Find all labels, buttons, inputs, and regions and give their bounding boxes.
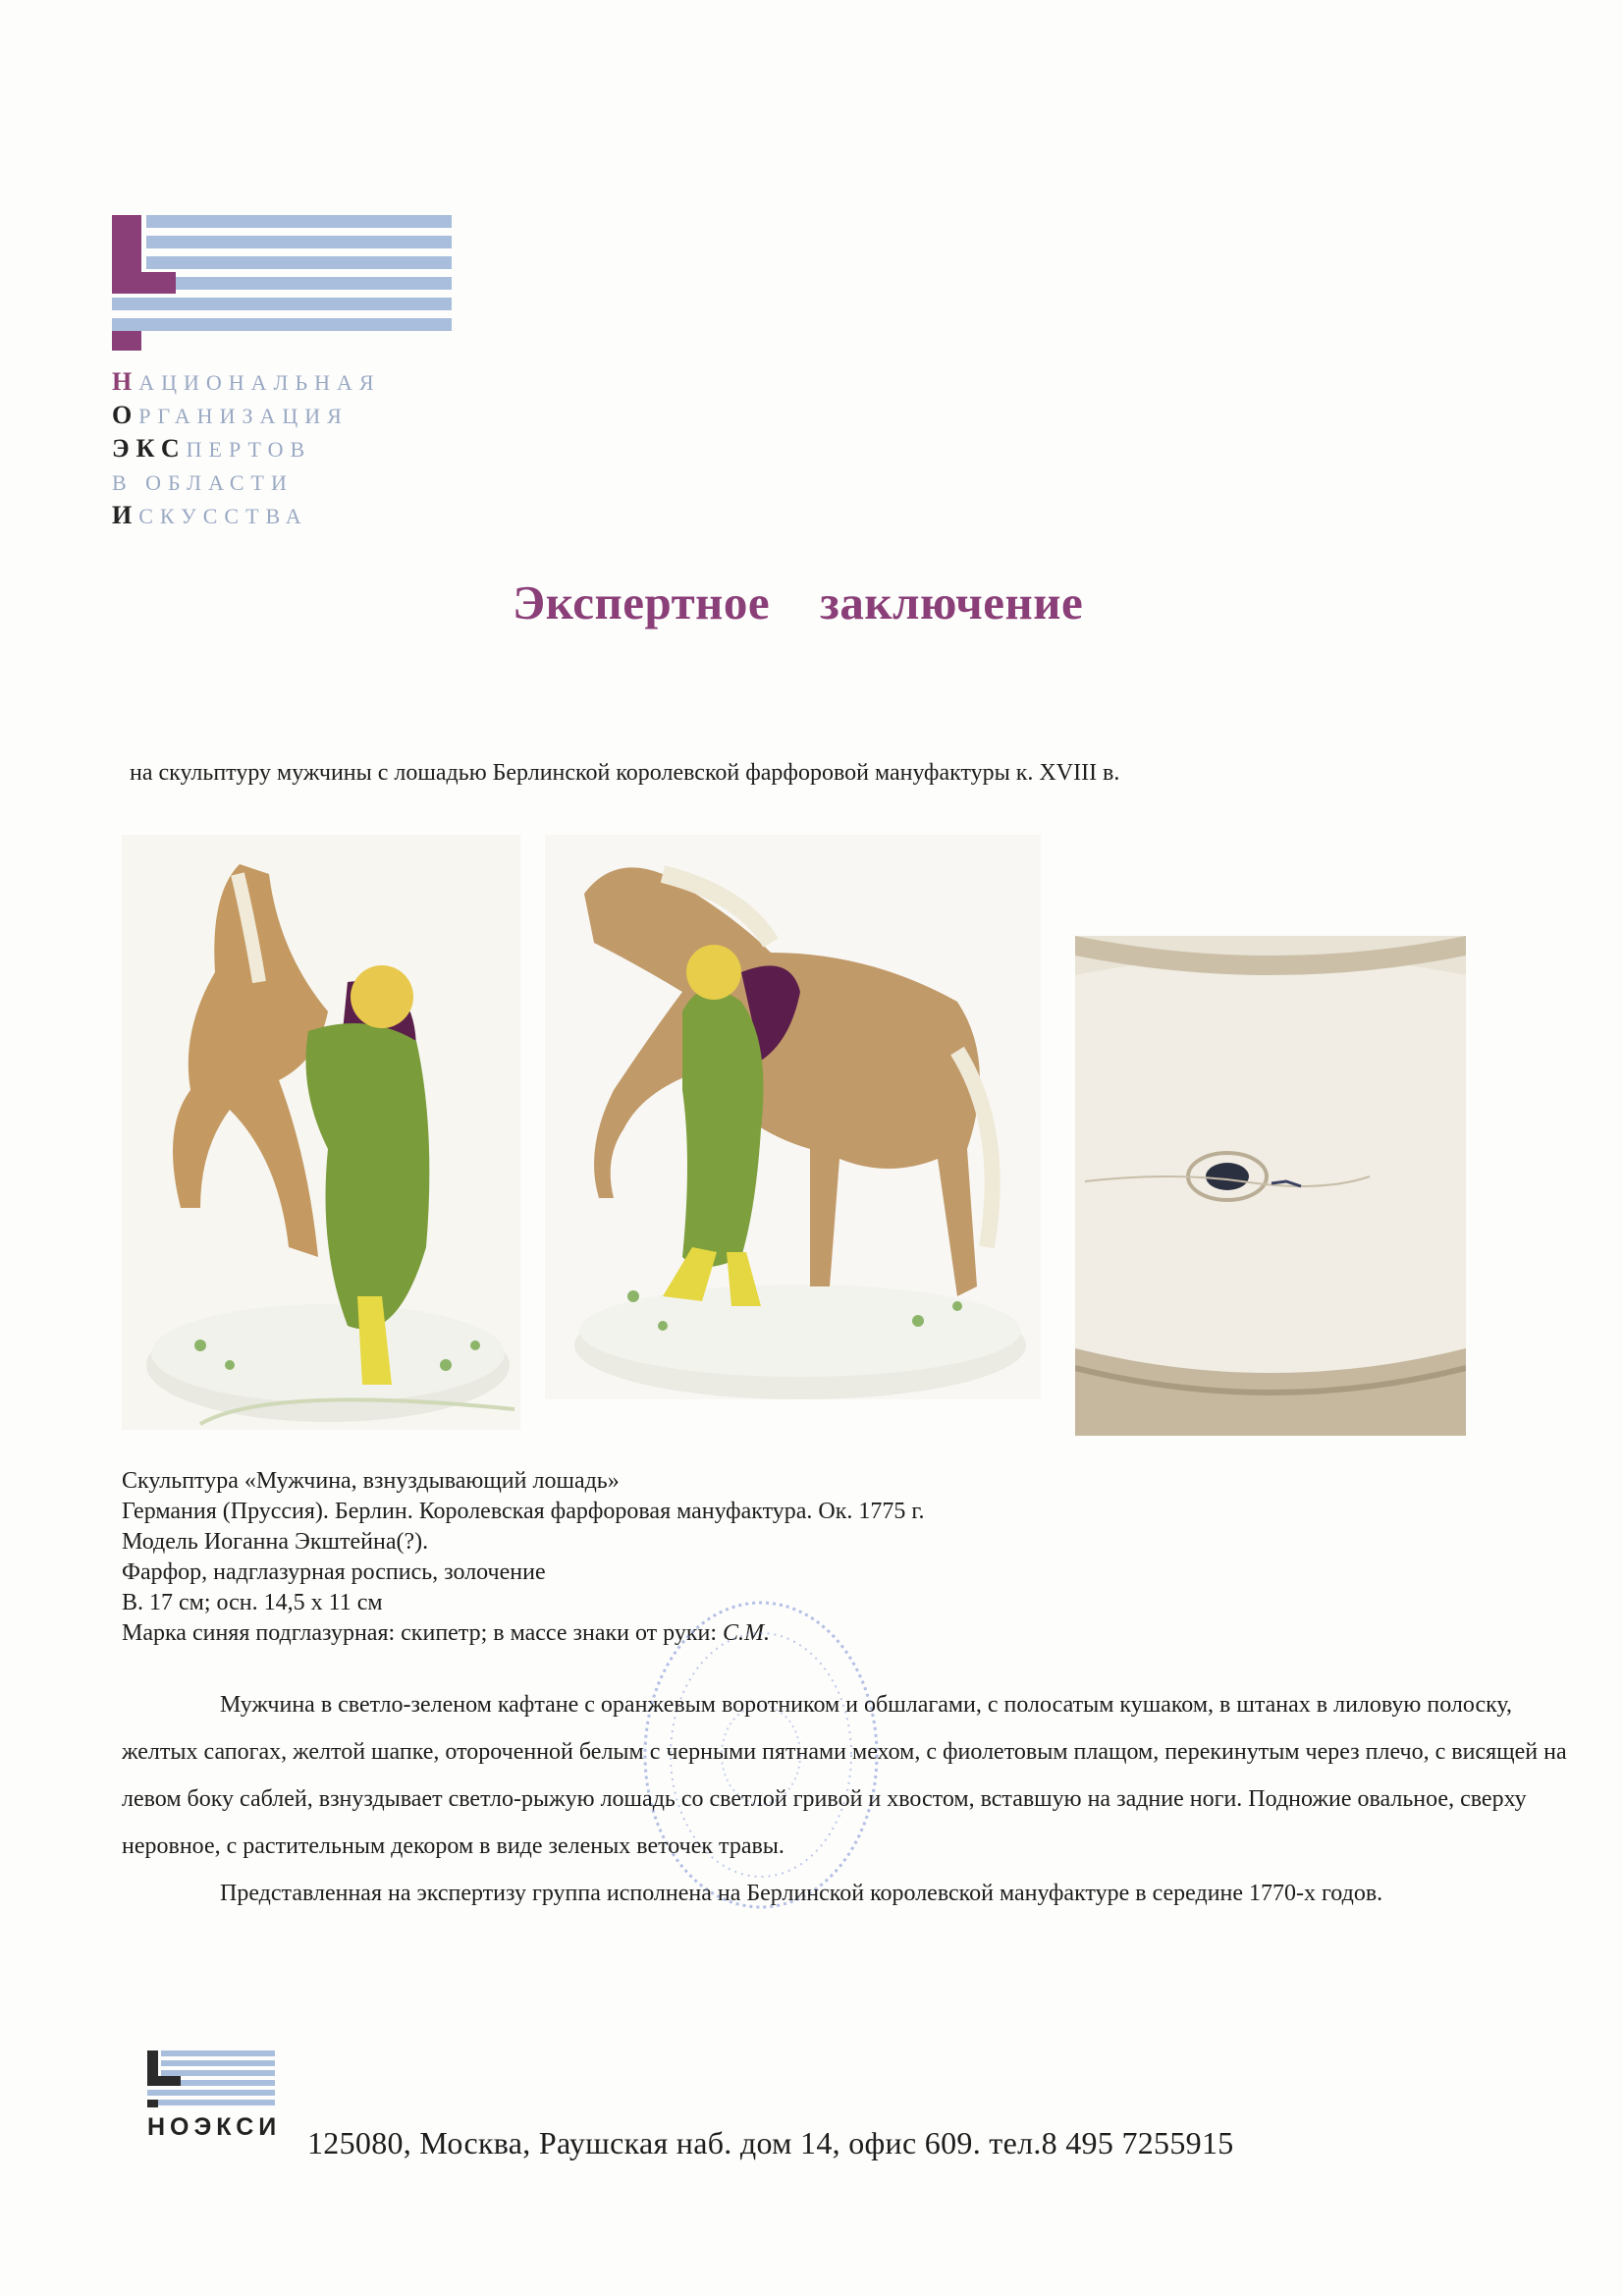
org-name-line-5: ИСКУССТВА <box>112 501 308 529</box>
footer-org-abbreviation: НОЭКСИ <box>147 2113 282 2141</box>
hand-marks: С.М. <box>723 1620 771 1646</box>
org-name-line-3: ЭКСПЕРТОВ <box>112 434 312 463</box>
sculpture-photo-front <box>122 835 520 1430</box>
object-dimensions: В. 17 см; осн. 14,5 х 11 см <box>122 1590 383 1615</box>
description-paragraph-1: Мужчина в светло-зеленом кафтане с оранжевым воротником и обшлагами, с полосатым кушаком, в штанах в лиловую полоску, желтых сапогах, желтой шапке, отороченной белым с черными пятнами мехом, с фиолетовым плащом, перекинутым через плечо, с висящей на левом боку саблей, взнуздывает светло-рыжую лошадь со светлой гривой и хвостом, вставшую на задние ноги. Подножие овальное, сверху неровное, с растительным декором в виде зеленых веточек травы. <box>122 1692 1567 1859</box>
footer-logo <box>147 2050 275 2107</box>
object-origin: Германия (Пруссия). Берлин. Королевская фарфоровая мануфактура. Ок. 1775 г. <box>122 1499 925 1524</box>
sculpture-base-underside-photo <box>1075 936 1466 1436</box>
sculpture-photo-side <box>545 835 1041 1399</box>
document-title: Экспертное заключение <box>513 575 1084 629</box>
object-marks: Марка синяя подглазурная: скипетр; в массе знаки от руки: С.М. <box>122 1620 771 1646</box>
description-paragraph-2: Представленная на экспертизу группа исполнена на Берлинской королевской мануфактуре в середине 1770-х годов. <box>220 1881 1383 1906</box>
org-name-line-1: НАЦИОНАЛЬНАЯ <box>112 367 381 396</box>
object-model: Модель Иоганна Экштейна(?). <box>122 1529 429 1555</box>
object-material: Фарфор, надглазурная роспись, золочение <box>122 1559 546 1585</box>
org-name-line-2: ОРГАНИЗАЦИЯ <box>112 401 349 429</box>
organization-name <box>112 365 381 532</box>
footer-address: 125080, Москва, Раушская наб. дом 14, офис 609. тел.8 495 7255915 <box>307 2125 1234 2160</box>
organization-logo <box>112 215 452 351</box>
org-name-line-4: В ОБЛАСТИ <box>112 470 294 495</box>
document-subtitle: на скульптуру мужчины с лошадью Берлинской королевской фарфоровой мануфактуры к. XVIII в. <box>130 760 1120 786</box>
description-text <box>122 1681 1585 1917</box>
object-name: Скульптура «Мужчина, взнуздывающий лошадь» <box>122 1468 620 1494</box>
